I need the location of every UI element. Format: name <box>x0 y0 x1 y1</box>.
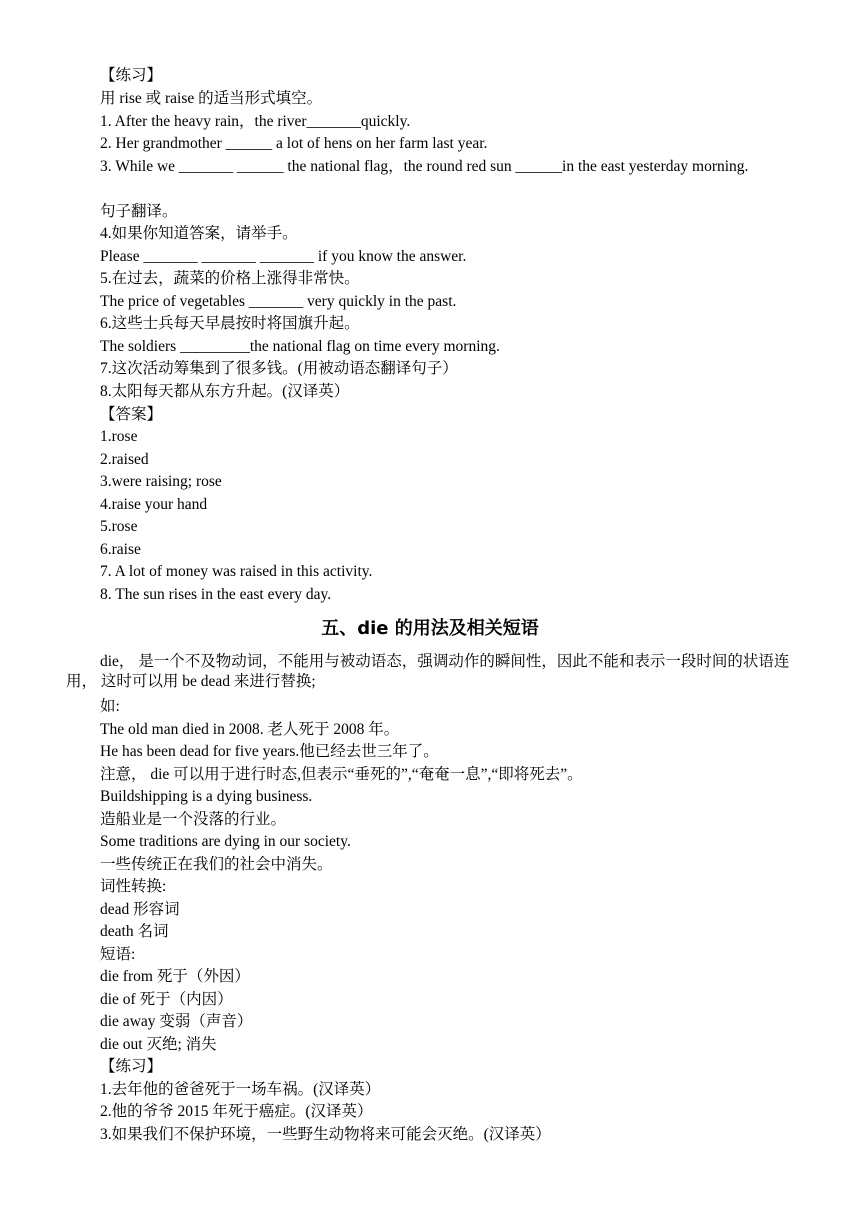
answers-header: 【答案】 <box>100 406 163 423</box>
example-2: He has been dead for five years.他已经去世三年了。 <box>100 743 439 760</box>
example-4-chinese: 一些传统正在我们的社会中消失。 <box>100 856 333 873</box>
answer-7: 7. A lot of money was raised in this activity. <box>100 563 373 580</box>
section-title: 五、die 的用法及相关短语 <box>321 618 539 639</box>
answer-5: 5.rose <box>100 518 138 535</box>
question-1: 1. After the heavy rain，the river_______quickly. <box>100 113 411 130</box>
example-3-chinese: 造船业是一个没落的行业。 <box>100 811 287 828</box>
phrase-3: die away 变弱（声音） <box>100 1013 253 1030</box>
example-3-english: Buildshipping is a dying business. <box>100 788 313 805</box>
practice-2-question-2: 2.他的爷爷 2015 年死于癌症。(汉译英） <box>100 1103 373 1120</box>
usage-note: 注意， die 可以用于进行时态,但表示“垂死的”,“奄奄一息”,“即将死去”。 <box>100 766 583 783</box>
question-4-chinese: 4.如果你知道答案，请举手。 <box>100 225 298 242</box>
example-1: The old man died in 2008. 老人死于 2008 年。 <box>100 721 400 738</box>
example-4-english: Some traditions are dying in our society. <box>100 833 351 850</box>
question-5-chinese: 5.在过去，蔬菜的价格上涨得非常快。 <box>100 270 360 287</box>
practice-2-header: 【练习】 <box>100 1058 163 1075</box>
answer-8: 8. The sun rises in the east every day. <box>100 586 332 603</box>
question-2: 2. Her grandmother ______ a lot of hens on her farm last year. <box>100 135 488 152</box>
question-5-english: The price of vegetables _______ very quickly in the past. <box>100 293 457 310</box>
answer-4: 4.raise your hand <box>100 496 208 513</box>
answer-1: 1.rose <box>100 428 138 445</box>
answer-3: 3.were raising; rose <box>100 473 222 490</box>
practice-header: 【练习】 <box>100 67 163 84</box>
practice-instruction: 用 rise 或 raise 的适当形式填空。 <box>100 90 323 107</box>
answer-2: 2.raised <box>100 451 149 468</box>
question-3: 3. While we _______ ______ the national flag，the round red sun ______in the east yesterday morning. <box>100 158 749 175</box>
phrases-header: 短语: <box>100 946 136 963</box>
word-form-1: dead 形容词 <box>100 901 180 918</box>
question-4-english: Please _______ _______ _______ if you know the answer. <box>100 248 467 265</box>
question-6-english: The soldiers _________the national flag on time every morning. <box>100 338 500 355</box>
phrase-1: die from 死于（外因） <box>100 968 250 985</box>
practice-2-question-1: 1.去年他的爸爸死于一场车祸。(汉译英） <box>100 1081 381 1098</box>
question-6-chinese: 6.这些士兵每天早晨按时将国旗升起。 <box>100 315 360 332</box>
answer-6: 6.raise <box>100 541 141 558</box>
word-form-header: 词性转换: <box>100 878 167 895</box>
question-7-chinese: 7.这次活动筹集到了很多钱。(用被动语态翻译句子） <box>100 360 458 377</box>
word-form-2: death 名词 <box>100 923 169 940</box>
phrase-4: die out 灭绝; 消失 <box>100 1036 217 1053</box>
question-8-chinese: 8.太阳每天都从东方升起。(汉译英） <box>100 383 350 400</box>
translate-header: 句子翻译。 <box>100 203 178 220</box>
phrase-2: die of 死于（内因） <box>100 991 233 1008</box>
section-intro: die， 是一个不及物动词，不能用与被动语态，强调动作的瞬间性，因此不能和表示一段时间的状语连用， 这时可以用 be dead 来进行替换; <box>66 653 790 690</box>
example-label: 如: <box>100 698 120 715</box>
practice-2-question-3: 3.如果我们不保护环境，一些野生动物将来可能会灭绝。(汉译英） <box>100 1126 551 1143</box>
